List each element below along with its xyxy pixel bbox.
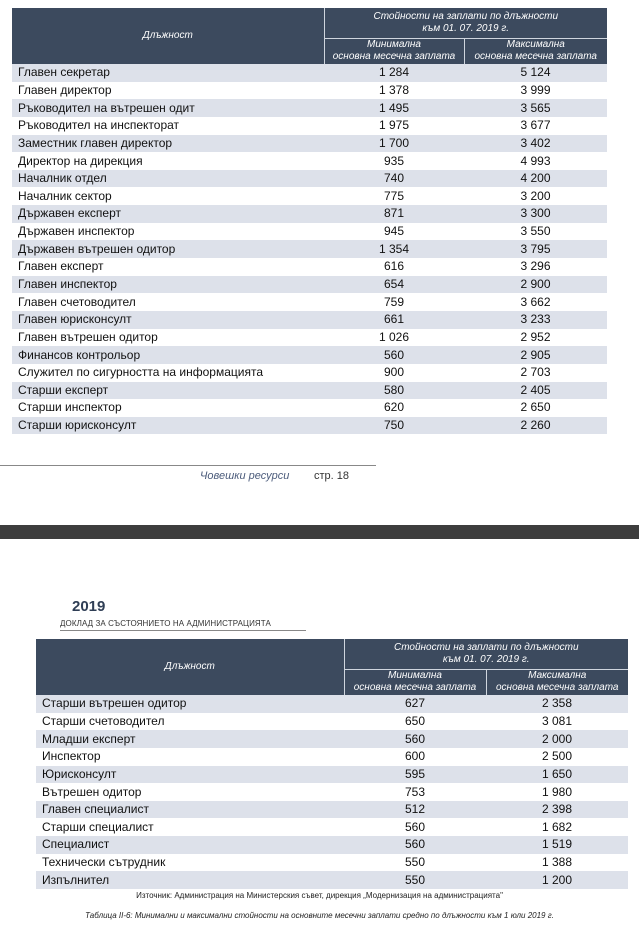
max-salary-cell: 2 905 xyxy=(464,346,607,364)
table-row xyxy=(36,818,628,836)
max-salary-cell: 2 703 xyxy=(464,364,607,382)
table-row xyxy=(36,730,628,748)
min-salary-cell: 580 xyxy=(324,382,464,400)
document-page-2 xyxy=(0,539,639,937)
max-salary-header: Максимална основна месечна заплата xyxy=(486,669,628,695)
table-row xyxy=(12,276,607,294)
position-cell: Главен юрисконсулт xyxy=(12,311,324,329)
page-break xyxy=(0,525,639,539)
table-row xyxy=(12,346,607,364)
footer-rule xyxy=(0,465,376,466)
position-cell: Старши вътрешен одитор xyxy=(36,695,344,713)
position-cell: Старши специалист xyxy=(36,818,344,836)
max-salary-cell: 2 405 xyxy=(464,382,607,400)
position-header: Длъжност xyxy=(12,8,324,64)
position-cell: Държавен вътрешен одитор xyxy=(12,240,324,258)
max-salary-cell: 3 081 xyxy=(486,713,628,731)
salary-group-header: Стойности на заплати по длъжности към 01. 07. 2019 г. xyxy=(324,8,607,38)
min-salary-cell: 871 xyxy=(324,205,464,223)
max-salary-cell: 3 999 xyxy=(464,82,607,100)
min-salary-cell: 560 xyxy=(324,346,464,364)
min-salary-header: Минимална основна месечна заплата xyxy=(324,38,464,64)
max-salary-cell: 3 300 xyxy=(464,205,607,223)
salary-table-1 xyxy=(12,8,607,434)
min-salary-cell: 616 xyxy=(324,258,464,276)
min-salary-cell: 661 xyxy=(324,311,464,329)
max-salary-cell: 2 650 xyxy=(464,399,607,417)
table-caption: Таблица II-6: Минимални и максимални стойности на основните месечни заплати средно по длъжности към 1 юли 2019 г. xyxy=(85,911,554,920)
footer-page-number: стр. 18 xyxy=(314,470,350,482)
table-row xyxy=(36,801,628,819)
position-cell: Младши експерт xyxy=(36,730,344,748)
max-salary-cell: 1 388 xyxy=(486,854,628,872)
max-salary-cell: 3 296 xyxy=(464,258,607,276)
max-salary-cell: 2 900 xyxy=(464,276,607,294)
table-row xyxy=(12,187,607,205)
min-salary-cell: 560 xyxy=(344,836,486,854)
position-cell: Заместник главен директор xyxy=(12,135,324,153)
max-salary-cell: 3 233 xyxy=(464,311,607,329)
position-cell: Юрисконсулт xyxy=(36,766,344,784)
position-cell: Технически сътрудник xyxy=(36,854,344,872)
table-row xyxy=(12,399,607,417)
position-cell: Инспектор xyxy=(36,748,344,766)
max-salary-header: Максимална основна месечна заплата xyxy=(464,38,607,64)
max-salary-cell: 2 260 xyxy=(464,417,607,435)
report-year: 2019 xyxy=(72,598,106,615)
position-cell: Главен секретар xyxy=(12,64,324,82)
position-cell: Старши счетоводител xyxy=(36,713,344,731)
position-cell: Директор на дирекция xyxy=(12,152,324,170)
max-salary-cell: 4 993 xyxy=(464,152,607,170)
max-salary-cell: 2 952 xyxy=(464,329,607,347)
table-row xyxy=(36,871,628,889)
table-row xyxy=(36,695,628,713)
max-salary-cell: 5 124 xyxy=(464,64,607,82)
table-row xyxy=(12,364,607,382)
min-salary-cell: 1 975 xyxy=(324,117,464,135)
salary-group-header: Стойности на заплати по длъжности към 01. 07. 2019 г. xyxy=(344,639,628,669)
position-cell: Специалист xyxy=(36,836,344,854)
position-cell: Старши експерт xyxy=(12,382,324,400)
salary-table-2-body xyxy=(36,695,628,889)
max-salary-cell: 3 200 xyxy=(464,187,607,205)
min-salary-cell: 1 354 xyxy=(324,240,464,258)
max-salary-cell: 3 677 xyxy=(464,117,607,135)
min-salary-cell: 1 700 xyxy=(324,135,464,153)
min-salary-cell: 550 xyxy=(344,854,486,872)
min-salary-cell: 600 xyxy=(344,748,486,766)
min-salary-cell: 753 xyxy=(344,783,486,801)
max-salary-cell: 2 500 xyxy=(486,748,628,766)
max-salary-cell: 4 200 xyxy=(464,170,607,188)
report-title-rule xyxy=(60,630,306,631)
table-row xyxy=(12,64,607,82)
min-salary-cell: 654 xyxy=(324,276,464,294)
min-salary-cell: 627 xyxy=(344,695,486,713)
table-row xyxy=(12,117,607,135)
position-cell: Ръководител на вътрешен одит xyxy=(12,99,324,117)
min-salary-header: Минимална основна месечна заплата xyxy=(344,669,486,695)
table-row xyxy=(12,329,607,347)
max-salary-cell: 3 550 xyxy=(464,223,607,241)
table-row xyxy=(12,99,607,117)
max-salary-cell: 3 565 xyxy=(464,99,607,117)
position-cell: Изпълнител xyxy=(36,871,344,889)
table-row xyxy=(12,135,607,153)
min-salary-cell: 512 xyxy=(344,801,486,819)
table-row xyxy=(36,854,628,872)
min-salary-cell: 560 xyxy=(344,730,486,748)
position-cell: Началник сектор xyxy=(12,187,324,205)
min-salary-cell: 945 xyxy=(324,223,464,241)
min-salary-cell: 775 xyxy=(324,187,464,205)
min-salary-cell: 1 378 xyxy=(324,82,464,100)
max-salary-cell: 1 650 xyxy=(486,766,628,784)
min-salary-cell: 935 xyxy=(324,152,464,170)
min-salary-cell: 1 495 xyxy=(324,99,464,117)
report-title: ДОКЛАД ЗА СЪСТОЯНИЕТО НА АДМИНИСТРАЦИЯТА xyxy=(60,619,271,628)
max-salary-cell: 1 519 xyxy=(486,836,628,854)
max-salary-cell: 1 980 xyxy=(486,783,628,801)
min-salary-cell: 620 xyxy=(324,399,464,417)
footer-section-title: Човешки ресурси xyxy=(200,470,290,482)
position-cell: Началник отдел xyxy=(12,170,324,188)
table-row xyxy=(12,205,607,223)
min-salary-cell: 740 xyxy=(324,170,464,188)
min-salary-cell: 595 xyxy=(344,766,486,784)
position-cell: Главен специалист xyxy=(36,801,344,819)
max-salary-cell: 3 402 xyxy=(464,135,607,153)
table-row xyxy=(12,240,607,258)
salary-table-2 xyxy=(36,639,628,889)
table-row xyxy=(12,293,607,311)
position-cell: Служител по сигурността на информацията xyxy=(12,364,324,382)
table-source-note: Източник: Администрация на Министерския съвет, дирекция „Модернизация на администрацията" xyxy=(136,891,503,900)
max-salary-cell: 3 662 xyxy=(464,293,607,311)
table-row xyxy=(12,311,607,329)
position-cell: Главен директор xyxy=(12,82,324,100)
position-cell: Главен счетоводител xyxy=(12,293,324,311)
table-row xyxy=(36,766,628,784)
salary-table-1-body xyxy=(12,64,607,434)
position-cell: Главен инспектор xyxy=(12,276,324,294)
max-salary-cell: 2 000 xyxy=(486,730,628,748)
table-row xyxy=(12,382,607,400)
position-cell: Финансов контрольор xyxy=(12,346,324,364)
max-salary-cell: 3 795 xyxy=(464,240,607,258)
table-row xyxy=(36,836,628,854)
position-cell: Държавен инспектор xyxy=(12,223,324,241)
position-cell: Старши юрисконсулт xyxy=(12,417,324,435)
table-row xyxy=(12,82,607,100)
table-row xyxy=(12,417,607,435)
min-salary-cell: 1 284 xyxy=(324,64,464,82)
table-row xyxy=(36,748,628,766)
position-cell: Вътрешен одитор xyxy=(36,783,344,801)
max-salary-cell: 2 358 xyxy=(486,695,628,713)
position-cell: Ръководител на инспекторат xyxy=(12,117,324,135)
min-salary-cell: 650 xyxy=(344,713,486,731)
position-cell: Главен експерт xyxy=(12,258,324,276)
min-salary-cell: 759 xyxy=(324,293,464,311)
position-cell: Старши инспектор xyxy=(12,399,324,417)
table-row xyxy=(12,258,607,276)
table-row xyxy=(12,170,607,188)
min-salary-cell: 750 xyxy=(324,417,464,435)
max-salary-cell: 1 682 xyxy=(486,818,628,836)
min-salary-cell: 900 xyxy=(324,364,464,382)
table-row xyxy=(36,713,628,731)
table-row xyxy=(36,783,628,801)
max-salary-cell: 1 200 xyxy=(486,871,628,889)
position-cell: Главен вътрешен одитор xyxy=(12,329,324,347)
min-salary-cell: 1 026 xyxy=(324,329,464,347)
position-cell: Държавен експерт xyxy=(12,205,324,223)
min-salary-cell: 550 xyxy=(344,871,486,889)
table-row xyxy=(12,152,607,170)
min-salary-cell: 560 xyxy=(344,818,486,836)
position-header: Длъжност xyxy=(36,639,344,695)
max-salary-cell: 2 398 xyxy=(486,801,628,819)
table-row xyxy=(12,223,607,241)
